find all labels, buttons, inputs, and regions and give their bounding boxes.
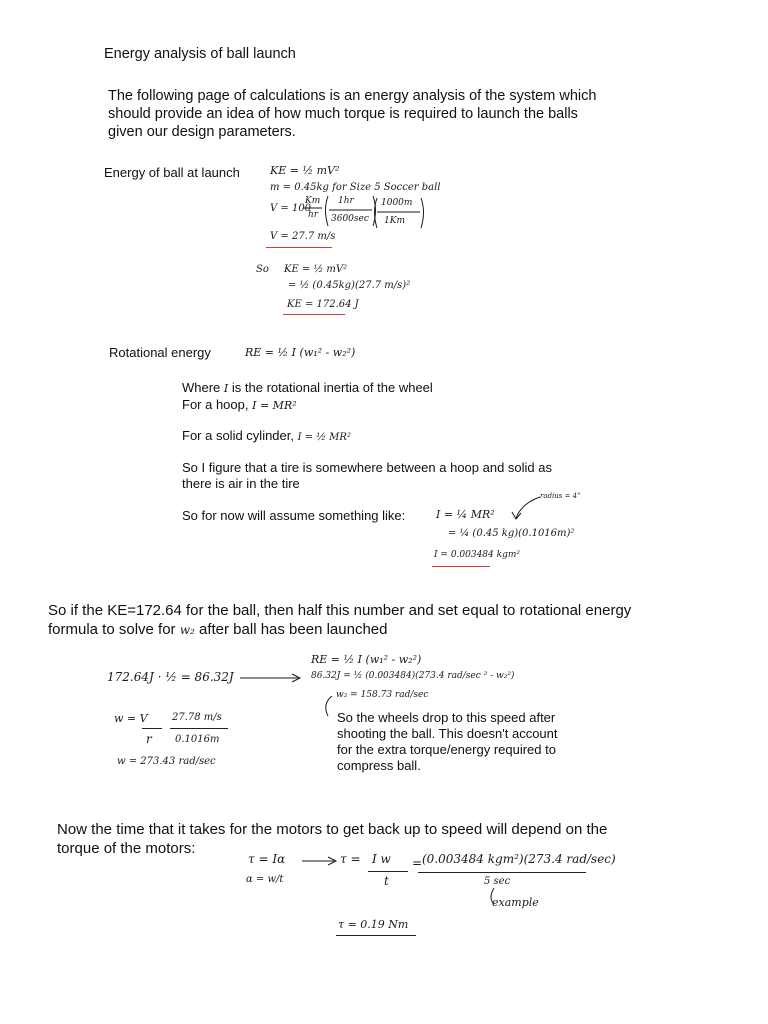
hw-ke-sub: = ½ (0.45kg)(27.7 m/s)²: [288, 280, 411, 291]
assume-result: I = 0.003484 kgm²: [434, 550, 520, 560]
hw-ke-formula: KE = ½ mV²: [270, 164, 340, 177]
half-line-2-sym: w₂: [179, 623, 195, 637]
hw-t: t: [384, 874, 389, 888]
hw-example: example: [492, 896, 539, 909]
ke-section-label: Energy of ball at launch: [104, 165, 240, 180]
assume-sub: = ¼ (0.45 kg)(0.1016m)²: [448, 528, 575, 539]
hw-half: 172.64J · ½ = 86.32J: [107, 670, 234, 684]
rot-section-label: Rotational energy: [109, 345, 211, 360]
hw-iw: I w: [372, 852, 391, 866]
where-pre: Where: [182, 380, 221, 395]
half-line-1: So if the KE=172.64 for the ball, then half this number and set equal to rotational energy: [48, 602, 632, 619]
hw-re-formula: RE = ½ I (w₁² - w₂²): [245, 346, 356, 359]
hw-omega-num: 27.78 m/s: [172, 712, 222, 723]
intro-line-1: The following page of calculations is an energy analysis of the system which: [108, 88, 597, 104]
hw-omega-a: w = V: [114, 712, 148, 725]
hoop-pre: For a hoop,: [182, 397, 249, 412]
hw-f1-den: 3600sec: [331, 214, 369, 224]
hw-v-unit-den: hr: [308, 210, 319, 220]
tire-line-1: So I figure that a tire is somewhere between a hoop and solid as: [182, 460, 552, 475]
hw-omega-result: w = 273.43 rad/sec: [117, 756, 216, 767]
where-sym: I: [223, 382, 229, 395]
torque-line-2: torque of the motors:: [57, 840, 196, 857]
cyl-pre: For a solid cylinder,: [182, 428, 294, 443]
hw-f2-den: 1Km: [384, 216, 405, 226]
hw-v-lead: V = 100: [270, 203, 312, 214]
half-line-2-post: after ball has been launched: [199, 621, 388, 638]
page-heading: Energy analysis of ball launch: [104, 46, 296, 62]
hw-w2: w₂ = 158.73 rad/sec: [336, 690, 429, 700]
example-pointer: [491, 888, 494, 904]
hw-num: (0.003484 kgm²)(273.4 rad/sec): [422, 852, 616, 866]
assume-text: So for now will assume something like:: [182, 508, 406, 523]
assume-hw: I = ¼ MR²: [436, 508, 495, 521]
note-line-2: shooting the ball. This doesn't account: [337, 726, 558, 741]
note-line-4: compress ball.: [337, 758, 421, 773]
half-line-2-pre: formula to solve for: [48, 621, 176, 638]
hw-den: 5 sec: [484, 876, 511, 887]
where-post: is the rotational inertia of the wheel: [231, 380, 433, 395]
f1-lparen: [326, 196, 329, 226]
hw-mass: m = 0.45kg for Size 5 Soccer ball: [270, 182, 441, 193]
hw-ke-result: KE = 172.64 J: [287, 299, 359, 310]
hw-re: RE = ½ I (w₁² - w₂²): [311, 653, 422, 666]
hw-v-unit-num: Km: [305, 196, 321, 206]
radius-callout-head: [512, 512, 521, 519]
hw-eq: =: [412, 856, 423, 870]
hw-alpha: α = w/t: [246, 874, 284, 885]
hw-sub: 86.32J = ½ (0.003484)(273.4 rad/sec ² - w₂²): [311, 671, 515, 681]
note-hook: [326, 696, 332, 716]
hw-tau: τ = Iα: [248, 852, 286, 866]
intro-line-3: given our design parameters.: [108, 124, 296, 140]
tire-line-2: there is air in the tire: [182, 476, 300, 491]
hw-omega-den: 0.1016m: [175, 734, 220, 745]
hw-f2-num: 1000m: [381, 198, 413, 208]
note-line-1: So the wheels drop to this speed after: [337, 710, 556, 725]
f2-rparen: [421, 198, 424, 228]
hw-tau2: τ =: [340, 852, 361, 866]
hoop-hw: I = MR²: [252, 399, 297, 412]
torque-line-1: Now the time that it takes for the motors to get back up to speed will depend on the: [57, 821, 608, 838]
hw-v-result: V = 27.7 m/s: [270, 231, 336, 242]
intro-line-2: should provide an idea of how much torque is required to launch the balls: [108, 106, 578, 122]
cyl-hw: I = ½ MR²: [297, 432, 351, 443]
hw-ke-again: KE = ½ mV²: [284, 264, 348, 275]
note-line-3: for the extra torque/energy required to: [337, 742, 556, 757]
radius-note: radius = 4": [540, 492, 581, 500]
hw-so: So: [256, 264, 269, 275]
hw-torque-result: τ = 0.19 Nm: [338, 918, 409, 931]
hw-f1-num: 1hr: [338, 196, 354, 206]
hw-omega-r: r: [146, 732, 152, 746]
